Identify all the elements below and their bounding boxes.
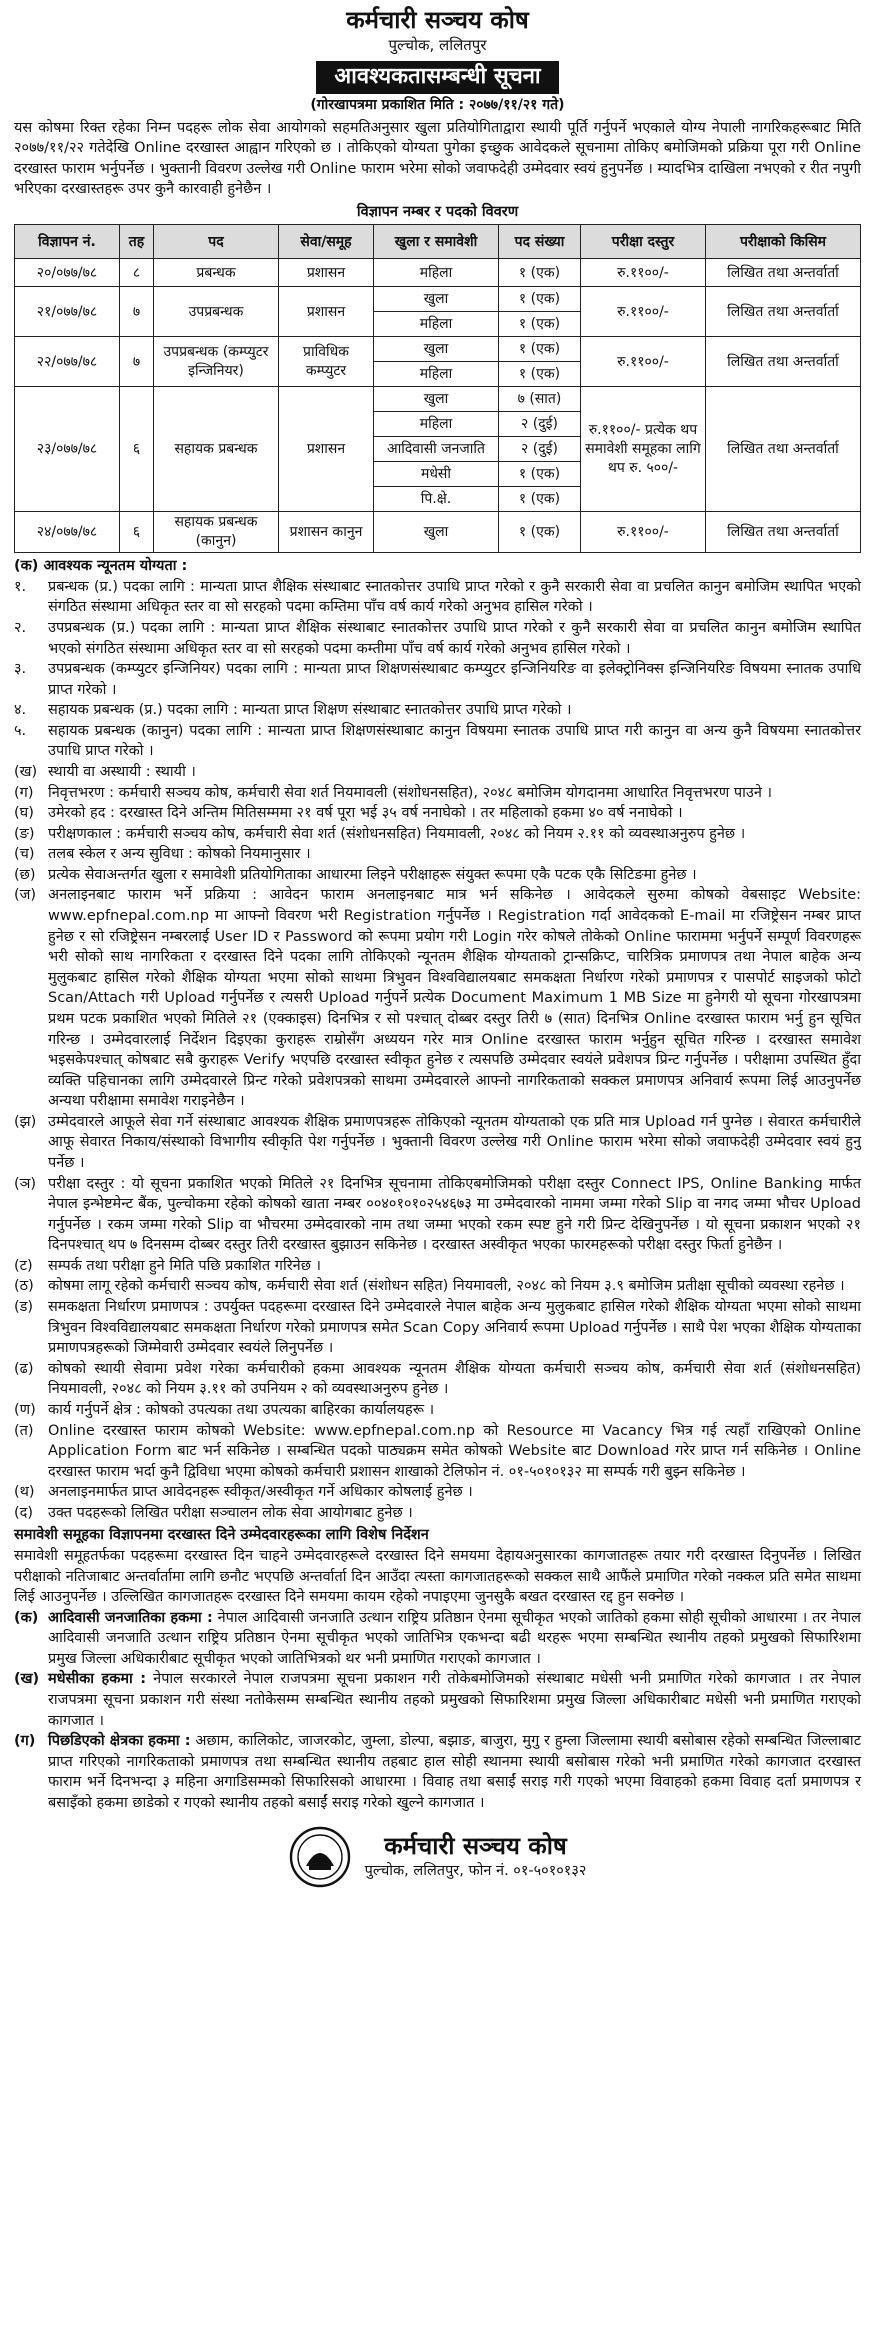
table-row xyxy=(15,387,861,412)
clause-text: प्रत्येक सेवाअन्तर्गत खुला र समावेशी प्रतियोगिताका आधारमा लिइने परीक्षाहरू संयुक्त रूपमा एकै पटक एकै सिटिङमा हुनेछ । xyxy=(48,866,697,883)
post-cell: प्रबन्धक xyxy=(154,259,279,287)
clause-item xyxy=(14,865,861,886)
level-cell: ७ xyxy=(120,337,154,387)
clause-marker: (द) xyxy=(14,1504,34,1521)
clause-list xyxy=(14,762,861,1523)
clause-marker: १. xyxy=(14,578,27,595)
col-header: पद xyxy=(154,225,279,259)
clause-item xyxy=(14,783,861,804)
exam-fee-cell: रु.११००/- xyxy=(581,259,706,287)
clause-text: उम्मेदवारले आफूले सेवा गर्ने संस्थाबाट आवश्यक शैक्षिक प्रमाणपत्रहरू तोकिएको न्यूनतम योग्यताको एक प्रति मात्र Upload गर्न पुग्नेछ । सेवारत कर्मचारीले आफू सेवारत निकाय/संस्थाको विभागीय स्वीकृति पेश गर्नुपर्नेछ । भुक्तानी विवरण उल्लेख गरी Online फाराम भरेमा सोको जवाफदेही उम्मेदवार स्वयं हुनु पर्नेछ । xyxy=(48,1113,861,1171)
qualification-list xyxy=(14,577,861,762)
post-count-cell: ७ (सात) xyxy=(499,387,581,412)
clause-marker: (ङ) xyxy=(14,825,35,842)
level-cell: ८ xyxy=(120,259,154,287)
clause-marker: (ख) xyxy=(14,764,38,781)
post-count-cell: १ (एक) xyxy=(499,362,581,387)
clause-item xyxy=(14,1112,861,1174)
clause-text: समकक्षता निर्धारण प्रमाणपत्र : उपर्युक्त पदहरूमा दरखास्त दिने उम्मेदवारले नेपाल बाहेक अन्य मुलुकबाट हासिल गरेको शैक्षिक योग्यता भएमा सोको साथमा त्रिभुवन विश्वविद्यालयबाट समकक्षता निर्धारण गरेको प्रमाणपत्र समेत Scan Copy अनिवार्य रूपमा Upload गर्नुपर्नेछ । साथै पेश भएका शैक्षिक योग्यताका प्रमाणपत्रहरूको जिम्मेवारी उम्मेदवार स्वयंले लिनुपर्नेछ । xyxy=(48,1299,861,1357)
clause-item xyxy=(14,1276,861,1297)
qualification-item xyxy=(14,618,861,659)
clause-item xyxy=(14,1400,861,1421)
table-title: विज्ञापन नम्बर र पदको विवरण xyxy=(356,203,519,220)
col-header: परीक्षाको किसिम xyxy=(706,225,861,259)
clause-marker: (थ) xyxy=(14,1484,35,1501)
clause-text: नेपाल आदिवासी जनजाति उत्थान राष्ट्रिय प्रतिष्ठान ऐनमा सूचीकृत भएको जातिको हकमा सोही सूचीको आधारमा । तर नेपाल आदिवासी जनजाति उत्थान राष्ट्रिय प्रतिष्ठान ऐनमा सूचीकृत भएको जातिभित्र एकभन्दा बढी थरहरू भएमा सम्बन्धित स्थानीय तहको प्रमुखको सिफारिशमा प्रमुख जिल्ला अधिकारीबाट सूचीकृत भएको जातिभित्रको थर भनी प्रमाणित गराएको कागजात । xyxy=(48,1609,862,1667)
exam-fee-cell: रु.११००/- xyxy=(581,512,706,553)
clause-item xyxy=(14,824,861,845)
col-header: तह xyxy=(120,225,154,259)
clause-text: अछाम, कालिकोट, जाजरकोट, जुम्ला, डोल्पा, बझाङ, बाजुरा, मुगु र हुम्ला जिल्लामा स्थायी बसोबास रहेको सम्बन्धित जिल्लाबाट प्राप्त गरिएको नागरिकताको प्रमाणपत्र तथा सम्बन्धित स्थानीय तहबाट हाल सोही स्थानमा स्थायी बसोबास गरेको भनी प्रमाणित गरेको कागजात दरखास्त फाराम भर्ने दिनभन्दा ३ महिना अगाडिसम्मको सिफारिसको आधारमा । विवाह तथा बसाईं सराइ गरी गएको भएमा विवाहको हकमा विवाह दर्ता प्रमाणपत्र र बसाइँको हकमा छाडेको र गएको स्थानीय तहको बसाईं सराइ गरेको खुल्ने कागजात । xyxy=(48,1733,861,1811)
org-name: कर्मचारी सञ्चय कोष xyxy=(346,6,529,34)
clause-item xyxy=(14,1256,861,1277)
exam-fee-cell: रु.११००/- प्रत्येक थप समावेशी समूहका लागि थप रु. ५००/- xyxy=(581,387,706,512)
clause-marker: (छ) xyxy=(14,866,36,883)
clause-lead: पिछडिएको क्षेत्रका हकमा : xyxy=(48,1733,191,1750)
clause-text: परीक्षा दस्तुर : यो सूचना प्रकाशित भएको मितिले २१ दिनभित्र सूचनामा तोकिएबमोजिमको परीक्षा दस्तुर Connect IPS, Online Banking मार्फत नेपाल इन्भेष्टमेन्ट बैंक, पुल्चोकमा रहेको कोषको खाता नम्बर ००४०१०१०२५४६७३ मा उम्मेदवारको नाममा जम्मा गरेको Slip वा नगद जम्मा भौचर Upload गर्नुपर्नेछ । रकम जम्मा गरेको Slip वा भौचरमा उम्मेदवारको नाम तथा जम्मा भएको रकम स्पष्ट हुने गरी प्रिन्ट देखिनुपर्नेछ । यो सूचना प्रकाशन भएको २१ दिनपश्चात् थप ७ दिनसम्म दोब्बर दस्तुर तिरी दरखास्त बुझाउन सकिनेछ । दरखास्त अस्वीकृत भएका फारमहरूको परीक्षा दस्तुर फिर्ता हुनेछैन । xyxy=(48,1175,861,1254)
group-cell: मधेसी xyxy=(374,462,499,487)
exam-fee-cell: रु.११००/- xyxy=(581,287,706,337)
clause-text: अनलाइनमार्फत प्राप्त आवेदनहरू स्वीकृत/अस्वीकृत गर्ने अधिकार कोषलाई हुनेछ । xyxy=(48,1484,473,1501)
clause-marker: (ठ) xyxy=(14,1278,34,1295)
clause-marker: ५. xyxy=(14,722,27,739)
post-count-cell: १ (एक) xyxy=(499,337,581,362)
clause-marker: (ट) xyxy=(14,1257,33,1274)
qualification-item xyxy=(14,700,861,721)
post-count-cell: १ (एक) xyxy=(499,487,581,512)
exam-fee-cell: रु.११००/- xyxy=(581,337,706,387)
col-header: विज्ञापन नं. xyxy=(15,225,120,259)
clause-marker: (ड) xyxy=(14,1299,34,1316)
clause-marker: (घ) xyxy=(14,805,34,822)
post-count-cell: १ (एक) xyxy=(499,312,581,337)
ad-number-cell: २१/०७७/७८ xyxy=(15,287,120,337)
exam-type-cell: लिखित तथा अन्तर्वार्ता xyxy=(706,512,861,553)
group-cell: आदिवासी जनजाति xyxy=(374,437,499,462)
clause-item xyxy=(14,803,861,824)
post-count-cell: २ (दुई) xyxy=(499,437,581,462)
special-instruction-list xyxy=(14,1608,861,1814)
clause-text: सहायक प्रबन्धक (कानुन) पदका लागि : मान्यता प्राप्त शिक्षणसंस्थाबाट कानुन विषयमा स्नातक उपाधि प्राप्त गरी कानुन वा अन्य कुनै विषयमा स्नातकोत्तर उपाधि प्राप्त गरेको । xyxy=(48,722,861,760)
qualification-item xyxy=(14,721,861,762)
ad-number-cell: २३/०७७/७८ xyxy=(15,387,120,512)
table-header-row xyxy=(15,225,861,259)
service-cell: प्रशासन कानुन xyxy=(279,512,374,553)
special-instruction-item xyxy=(14,1731,861,1813)
org-seal-icon xyxy=(289,1826,351,1888)
post-count-cell: १ (एक) xyxy=(499,512,581,553)
clause-marker: ४. xyxy=(14,702,27,719)
special-instruction-item xyxy=(14,1669,861,1731)
exam-type-cell: लिखित तथा अन्तर्वार्ता xyxy=(706,259,861,287)
clause-item xyxy=(14,1503,861,1524)
org-address: पुल्चोक, ललितपुर xyxy=(388,35,487,54)
post-cell: सहायक प्रबन्धक xyxy=(154,387,279,512)
ad-number-cell: २४/०७७/७८ xyxy=(15,512,120,553)
notice-title: आवश्यकतासम्बन्धी सूचना xyxy=(316,61,558,94)
clause-text: कार्य गर्नुपर्ने क्षेत्र : कोषको उपत्यका तथा उपत्यका बाहिरका कार्यालयहरू । xyxy=(48,1401,435,1418)
post-count-cell: १ (एक) xyxy=(499,259,581,287)
group-cell: खुला xyxy=(374,512,499,553)
notice-footer xyxy=(14,1826,861,1888)
clause-marker: (ढ) xyxy=(14,1360,34,1377)
clause-lead: आदिवासी जनजातिका हकमा : xyxy=(48,1609,213,1626)
service-cell: प्रशासन xyxy=(279,287,374,337)
clause-marker: (ण) xyxy=(14,1401,36,1418)
clause-item xyxy=(14,1359,861,1400)
group-cell: महिला xyxy=(374,412,499,437)
level-cell: ६ xyxy=(120,512,154,553)
exam-type-cell: लिखित तथा अन्तर्वार्ता xyxy=(706,387,861,512)
clause-item xyxy=(14,844,861,865)
clause-text: परीक्षणकाल : कर्मचारी सञ्चय कोष, कर्मचारी सेवा शर्त (संशोधनसहित) नियमावली, २०४८ को नियम २.११ को व्यवस्थाअनुरुप हुनेछ । xyxy=(48,825,746,842)
intro-paragraph: यस कोषमा रिक्त रहेका निम्न पदहरू लोक सेवा आयोगको सहमतिअनुसार खुला प्रतियोगिताद्वारा स्थायी पूर्ति गर्नुपर्ने भएकाले योग्य नेपाली नागरिकहरूबाट मिति २०७७/११/२२ गतेदेखि Online दरखास्त आह्वान गरिएको छ । तोकिएको योग्यता पुगेका इच्छुक आवेदकले सूचनामा तोकिए बमोजिमको प्रक्रिया पूरा गरी Online दरखास्त फाराम भर्नुपर्नेछ । भुक्तानी विवरण उल्लेख गरी Online फाराम भरेमा सोको जवाफदेही उम्मेदवार स्वयं हुनुपर्नेछ । म्यादभित्र दाखिला नभएको र रीत नपुगी भरिएका दरखास्तहरू उपर कुनै कारवाही हुनेछैन । xyxy=(14,119,861,198)
post-cell: सहायक प्रबन्धक (कानुन) xyxy=(154,512,279,553)
clause-marker: (त) xyxy=(14,1422,34,1439)
clause-marker: (ज) xyxy=(14,887,37,904)
clause-marker: (ख) xyxy=(14,1671,40,1688)
clause-text: नेपाल सरकारले नेपाल राजपत्रमा सूचना प्रकाशन गरी तोकेबमोजिमको संस्थाबाट मधेसी भनी प्रमाणित गरेको कागजात । तर नेपाल राजपत्रमा सूचना प्रकाशन गरी संस्था नतोकेसम्म सम्बन्धित स्थानीय तहको प्रमुखको सिफारिशमा प्रमुख जिल्ला अधिकारीबाट मधेसी भनी प्रमाणित गराएको कागजात । xyxy=(48,1671,862,1729)
exam-type-cell: लिखित तथा अन्तर्वार्ता xyxy=(706,287,861,337)
post-count-cell: २ (दुई) xyxy=(499,412,581,437)
service-cell: प्रशासन xyxy=(279,259,374,287)
clause-text: सम्पर्क तथा परीक्षा हुने मिति पछि प्रकाशित गरिनेछ । xyxy=(48,1257,321,1274)
clause-text: उपप्रबन्धक (कम्प्युटर इन्जिनियर) पदका लागि : मान्यता प्राप्त शिक्षणसंस्थाबाट कम्प्युटर इन्जिनियरिङ वा इलेक्ट्रोनिक्स इन्जिनियरिङ विषयमा स्नातक उपाधि प्राप्त गरेको । xyxy=(48,661,861,698)
post-cell: उपप्रबन्धक xyxy=(154,287,279,337)
clause-item xyxy=(14,1174,861,1256)
clause-text: सहायक प्रबन्धक (प्र.) पदका लागि : मान्यता प्राप्त शिक्षण संस्थाबाट स्नातकोत्तर उपाधि प्राप्त गरेको । xyxy=(48,702,572,719)
clause-marker: २. xyxy=(14,619,27,636)
service-cell: प्रशासन xyxy=(279,387,374,512)
clause-marker: (ग) xyxy=(14,784,34,801)
clause-text: उमेरको हद : दरखास्त दिने अन्तिम मितिसम्ममा २१ वर्ष पूरा भई ३५ वर्ष ननाघेको । तर महिलाको हकमा ४० वर्ष ननाघेको । xyxy=(48,805,683,822)
group-cell: महिला xyxy=(374,259,499,287)
clause-lead: मधेसीका हकमा : xyxy=(48,1671,147,1688)
group-cell: खुला xyxy=(374,287,499,312)
qualification-heading: (क) आवश्यक न्यूनतम योग्यता : xyxy=(14,558,188,575)
group-cell: महिला xyxy=(374,362,499,387)
clause-item xyxy=(14,1482,861,1503)
table-row xyxy=(15,287,861,312)
clause-text: कोषको स्थायी सेवामा प्रवेश गरेका कर्मचारीको हकमा आवश्यक न्यूनतम शैक्षिक योग्यता कर्मचारी सञ्चय कोष, कर्मचारी सेवा शर्त (संशोधनसहित) नियमावली, २०४८ को नियम ३.११ को उपनियम २ को व्यवस्थाअनुरुप हुनेछ । xyxy=(48,1360,861,1398)
clause-marker: (ग) xyxy=(14,1733,36,1750)
group-cell: महिला xyxy=(374,312,499,337)
clause-marker: ३. xyxy=(14,661,27,678)
group-cell: खुला xyxy=(374,337,499,362)
footer-org-name: कर्मचारी सञ्चय कोष xyxy=(384,1831,567,1860)
col-header: सेवा/समूह xyxy=(279,225,374,259)
clause-item xyxy=(14,885,861,1111)
clause-text: अनलाइनबाट फाराम भर्ने प्रक्रिया : आवेदन फाराम अनलाइनबाट मात्र भर्न सकिनेछ । आवेदकले सुरुमा कोषको वेबसाइट Website: www.epfnepal.com.np मा आफ्नो विवरण भरी Registration गर्नुपर्नेछ । Registration गर्दा आवेदकको E-mail मा रजिष्ट्रेसन नम्बर प्राप्त हुनेछ र सो रजिष्ट्रेसन नम्बरलाई User ID र Password को रूपमा प्रयोग गरी Login गरेर कोषले तोकेको Online फाराममा भर्नुपर्ने सम्पूर्ण विवरणहरू भरी सोको साथ नागरिकता र दरखास्त दिने पदका लागि तोकिएको न्यूनतम शैक्षिक योग्यताको ट्रान्सक्रिप्ट, चारित्रिक प्रमाणपत्र तथा नेपाल बाहेक अन्य मुलुकबाट हासिल गरेको शैक्षिक योग्यता भएमा सोको साथमा त्रिभुवन विश्वविद्यालयबाट समकक्षता निर्धारण गरेको प्रमाणपत्र र पासपोर्ट साइजको फोटो Scan/Attach गरी Upload गर्नुपर्नेछ र त्यसरी Upload गर्नुपर्ने प्रत्येक Document Maximum 1 MB Size मा हुनेगरी यो सूचना गोरखापत्रमा प्रथम पटक प्रकाशित भएको मितिले २१ (एक्काइस) दिनभित्र र सो पश्चात् दोब्बर दस्तुर तिरी ७ (सात) दिनभित्र Online दरखास्त फाराम भर्नु हुन सूचित गरिन्छ । उम्मेदवारलाई निर्देशन दिइएका कुराहरू राम्रोसँग अध्ययन गरेर मात्र Online दरखास्त फाराम भर्नुहुन सूचित गरिन्छ । दरखास्त समावेश भइसकेपश्चात् कोषबाट सबै कुराहरू Verify भएपछि दरखास्त स्वीकृत हुनेछ र त्यसपछि उम्मेदवार स्वयंले प्रवेशपत्र प्रिन्ट गर्नुपर्नेछ । परीक्षामा उपस्थित हुँदा व्यक्ति पहिचानका लागि उम्मेदवारले प्रिन्ट गरेको प्रवेशपत्रको साथमा उम्मेदवारले आफ्नो नागरिकताको सक्कल प्रमाणपत्र अनिवार्य रूपमा लिई आउनुपर्नेछ अन्यथा परीक्षामा समावेश गराइनेछैन । xyxy=(48,887,861,1110)
group-cell: पि.क्षे. xyxy=(374,487,499,512)
clause-text: निवृत्तभरण : कर्मचारी सञ्चय कोष, कर्मचारी सेवा शर्त नियमावली (संशोधनसहित), २०४८ बमोजिम योगदानमा आधारित निवृत्तभरण पाउने । xyxy=(48,784,772,801)
clause-item xyxy=(14,1297,861,1359)
vacancy-table xyxy=(14,224,861,553)
post-count-cell: १ (एक) xyxy=(499,287,581,312)
publish-date: (गोरखापत्रमा प्रकाशित मिति : २०७७/११/२१ गते) xyxy=(310,96,565,113)
notice-header xyxy=(14,6,861,116)
table-row xyxy=(15,512,861,553)
footer-address: पुल्चोक, ललितपुर, फोन नं. ०१-५०१०१३२ xyxy=(364,1862,587,1879)
table-row xyxy=(15,259,861,287)
col-header: पद संख्या xyxy=(499,225,581,259)
qualification-item xyxy=(14,577,861,618)
service-cell: प्राविधिक कम्प्युटर xyxy=(279,337,374,387)
clause-text: कोषमा लागू रहेको कर्मचारी सञ्चय कोष, कर्मचारी सेवा शर्त (संशोधन सहित) नियमावली, २०४८ को नियम ३.९ बमोजिम प्रतीक्षा सूचीको व्यवस्था रहनेछ । xyxy=(48,1278,845,1295)
col-header: परीक्षा दस्तुर xyxy=(581,225,706,259)
group-cell: खुला xyxy=(374,387,499,412)
level-cell: ७ xyxy=(120,287,154,337)
table-row xyxy=(15,337,861,362)
clause-marker: (ञ) xyxy=(14,1175,37,1192)
exam-type-cell: लिखित तथा अन्तर्वार्ता xyxy=(706,337,861,387)
qualification-item xyxy=(14,659,861,700)
special-instruction-paragraph: समावेशी समूहतर्फका पदहरूमा दरखास्त दिन चाहने उम्मेदवारहरूले दरखास्त दिने समयमा देहायअनुसारका कागजातहरू तयार गरी दरखास्त दिनुपर्नेछ । लिखित परीक्षाको नतिजाबाट अन्तर्वार्तामा लागि छनौट भएपछि अन्तर्वार्ता दिन आउँदा त्यस्ता कागजातहरूको सक्कल साथै आफैंले प्रमाणित गरेको नक्कल प्रति समेत साथमा लिई आउनुपर्नेछ । उल्लिखित कागजातहरू दरखास्त दिने समयमा कायम रहेको नपाइएमा जुनसुकै बखत दरखास्त रद्द हुन सक्नेछ । xyxy=(14,1547,861,1606)
ad-number-cell: २०/०७७/७८ xyxy=(15,259,120,287)
clause-text: तलब स्केल र अन्य सुविधा : कोषको नियमानुसार । xyxy=(48,846,311,863)
clause-text: स्थायी वा अस्थायी : स्थायी । xyxy=(48,764,196,781)
post-cell: उपप्रबन्धक (कम्प्युटर इन्जिनियर) xyxy=(154,337,279,387)
ad-number-cell: २२/०७७/७८ xyxy=(15,337,120,387)
clause-text: प्रबन्धक (प्र.) पदका लागि : मान्यता प्राप्त शैक्षिक संस्थाबाट स्नातकोत्तर उपाधि प्राप्त गरेको र कुनै सरकारी सेवा वा प्रचलित कानुन बमोजिम स्थापित भएको संगठित संस्थामा अधिकृत स्तर वा सो सरहको पदमा कम्तिमा पाँच वर्ष कार्य गरेको अनुभव हासिल गरेको । xyxy=(48,578,861,616)
level-cell: ६ xyxy=(120,387,154,512)
clause-item xyxy=(14,1421,861,1483)
special-instruction-heading: समावेशी समूहका विज्ञापनमा दरखास्त दिने उम्मेदवारहरूका लागि विशेष निर्देशन xyxy=(14,1527,429,1544)
col-header: खुला र समावेशी xyxy=(374,225,499,259)
clause-marker: (क) xyxy=(14,1609,39,1626)
special-instruction-item xyxy=(14,1608,861,1670)
clause-marker: (च) xyxy=(14,846,35,863)
clause-text: Online दरखास्त फाराम कोषको Website: www.epfnepal.com.np को Resource मा Vacancy भित्र गई त्यहाँ राखिएको Online Application Form बाट भर्न सकिनेछ । सम्बन्धित पदको पाठ्यक्रम समेत कोषको Website बाट Download गरेर प्राप्त गर्न सकिनेछ । Online दरखास्त फाराम भर्दा कुनै द्विविधा भएमा कोषको कर्मचारी प्रशासन शाखाको टेलिफोन नं. ०१-५०१०१३२ मा सम्पर्क गरी बुझ्न सकिनेछ । xyxy=(48,1422,861,1480)
post-count-cell: १ (एक) xyxy=(499,462,581,487)
clause-text: उक्त पदहरूको लिखित परीक्षा सञ्चालन लोक सेवा आयोगबाट हुनेछ । xyxy=(48,1504,413,1521)
clause-marker: (झ) xyxy=(14,1113,37,1130)
clause-text: उपप्रबन्धक (प्र.) पदका लागि : मान्यता प्राप्त शैक्षिक संस्थाबाट स्नातकोत्तर उपाधि प्राप्त गरेको र कुनै सरकारी सेवा वा प्रचलित कानुन बमोजिम स्थापित भएको संगठित संस्थामा अधिकृत स्तर वा सो सरहको पदमा कम्तीमा पाँच वर्ष कार्य गरेको अनुभव हासिल गरेको । xyxy=(48,619,861,657)
clause-item xyxy=(14,762,861,783)
